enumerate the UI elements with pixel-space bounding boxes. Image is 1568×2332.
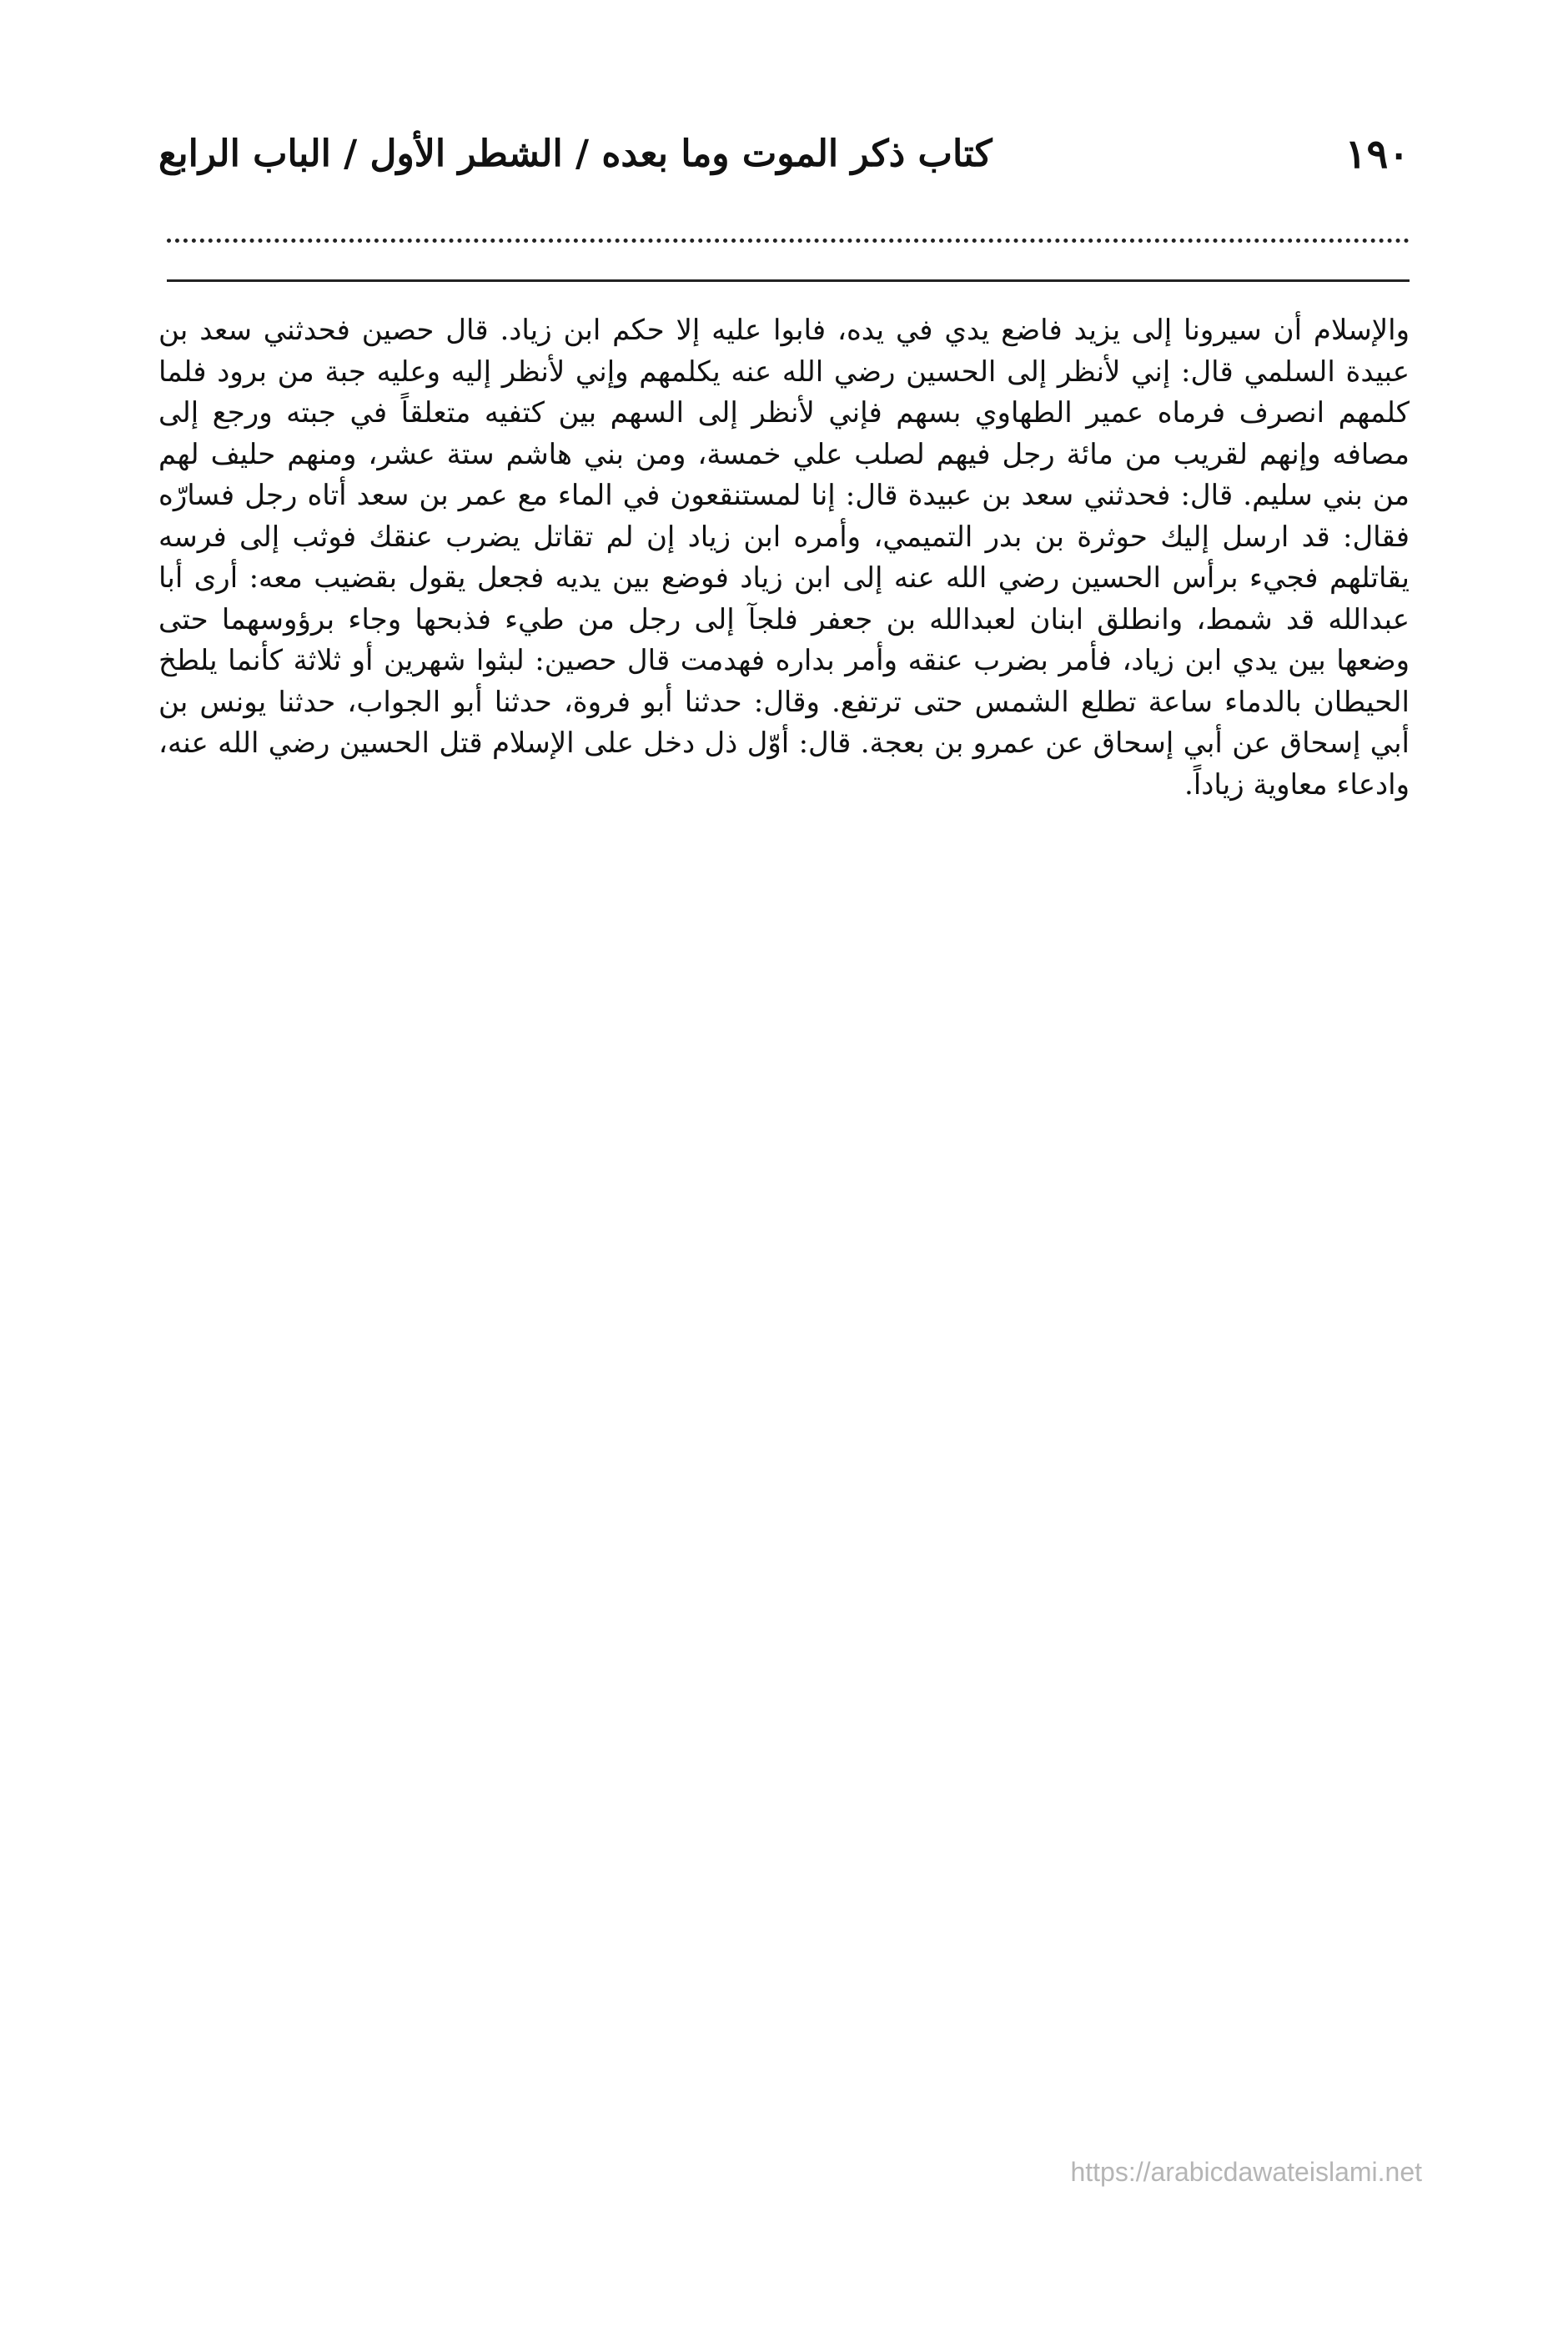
page-header: [158, 125, 1410, 183]
body-paragraph: والإسلام أن سيرونا إلى يزيد فاضع يدي في يده، فابوا عليه إلا حكم ابن زياد. قال حصين فحدثني سعد بن عبيدة السلمي قال: إني لأنظر إلى الحسين رضي الله عنه يكلمهم وإني لأنظر إليه وعليه جبة من برود فلما كلمهم انصرف فرماه عمير الطهاوي بسهم فإني لأنظر إلى السهم بين كتفيه متعلقاً في جبته ورجع إلى مصافه وإنهم لقريب من مائة رجل فيهم لصلب علي خمسة، ومن بني هاشم ستة عشر، ومنهم حليف لهم من بني سليم. قال: فحدثني سعد بن عبيدة قال: إنا لمستنقعون في الماء مع عمر بن سعد أتاه رجل فسارّه فقال: قد ارسل إليك حوثرة بن بدر التميمي، وأمره ابن زياد إن لم تقاتل يضرب عنقك فوثب إلى فرسه يقاتلهم فجيء برأس الحسين رضي الله عنه إلى ابن زياد فوضع بين يديه فجعل يقول بقضيب معه: أرى أبا عبدالله قد شمط، وانطلق ابنان لعبدالله بن جعفر فلجآ إلى رجل من طيء فذبحها وجاء برؤوسهما حتى وضعها بين يدي ابن زياد، فأمر بضرب عنقه وأمر بداره فهدمت قال حصين: لبثوا شهرين أو ثلاثة كأنما يلطخ الحيطان بالدماء ساعة تطلع الشمس حتى ترتفع. وقال: حدثنا أبو فروة، حدثنا أبو الجواب، حدثنا يونس بن أبي إسحاق عن أبي إسحاق عن عمرو بن بعجة. قال: أوّل ذل دخل على الإسلام قتل الحسين رضي الله عنه، وادعاء معاوية زياداً.: [158, 314, 1410, 802]
solid-divider: [167, 279, 1410, 282]
page-number: ١٩٠: [1344, 131, 1410, 178]
running-title: كتاب ذكر الموت وما بعده / الشطر الأول / الباب الرابع: [158, 133, 993, 175]
watermark-url: https://arabicdawateislami.net: [1070, 2157, 1422, 2187]
body-text-block: [158, 310, 1410, 806]
dotted-divider: [167, 239, 1410, 243]
